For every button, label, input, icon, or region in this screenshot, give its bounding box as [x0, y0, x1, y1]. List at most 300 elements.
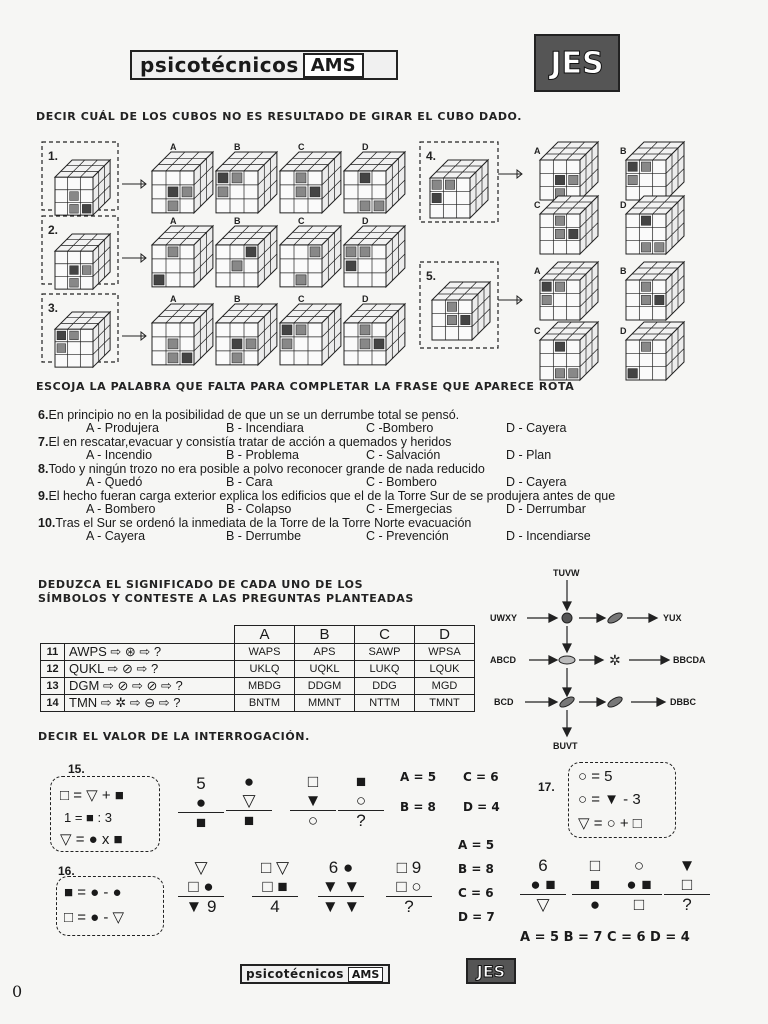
cell: DDGM [295, 678, 355, 695]
fraction-bot: ▽ [536, 895, 550, 914]
shaded-cell [310, 247, 320, 257]
arrow-head [549, 614, 557, 622]
fraction-mid: ● ■ [616, 875, 662, 895]
diagram-right3: DBBC [670, 697, 696, 707]
cell: BNTM [235, 695, 295, 712]
given-cube [55, 234, 110, 289]
fraction-mid: ○ [338, 791, 384, 811]
row-expr: AWPS ⇨ ⊛ ⇨ ? [65, 644, 235, 661]
shaded-cell [445, 180, 454, 189]
arrow-head [649, 614, 657, 622]
symbols-table [40, 625, 475, 712]
cube-option [152, 152, 213, 213]
cube-option-letter: B [234, 142, 241, 152]
fraction [318, 858, 364, 916]
page-mark: 0 [12, 982, 23, 1001]
row-expr: DGM ⇨ ⊘ ⇨ ⊘ ⇨ ? [65, 678, 235, 695]
cell: WAPS [235, 644, 295, 661]
cube-option [152, 226, 213, 287]
cube-option [626, 196, 684, 254]
star-symbol-icon: ✲ [609, 652, 621, 668]
shaded-cell [555, 282, 564, 291]
p15-value-c: C = 6 [463, 770, 499, 784]
cube-option [540, 262, 598, 320]
option-d[interactable]: D - Incendiarse [506, 529, 591, 543]
shaded-cell [282, 325, 292, 335]
cube-option-letter: C [298, 294, 305, 304]
question-number: 8. [38, 462, 49, 476]
cube-option-letter: C [298, 142, 305, 152]
fraction [616, 856, 662, 914]
gear-symbol-icon [562, 613, 572, 623]
cube-option-letter: B [620, 266, 627, 276]
shaded-cell [70, 266, 79, 275]
shaded-cell [296, 325, 306, 335]
symbols-header-row [41, 626, 475, 644]
question-number: 6. [38, 408, 49, 422]
given-cube [55, 312, 110, 367]
fraction-top: 5 [196, 774, 206, 793]
col-a: A [235, 626, 295, 644]
shaded-cell [447, 302, 456, 311]
arrow-head [563, 728, 571, 736]
problem-16-number: 16. [58, 864, 75, 878]
problem-17-number: 17. [538, 780, 555, 794]
shaded-cell [447, 315, 456, 324]
given-cube [432, 282, 490, 340]
oval-symbol-icon [559, 656, 575, 664]
header-logo-text: psicotécnicos [140, 53, 299, 77]
arrow-head [657, 698, 665, 706]
arrow-head [661, 656, 669, 664]
section2-heading: ESCOJA LA PALABRA QUE FALTA PARA COMPLETAR LA FRASE QUE APARECE ROTA [36, 380, 575, 393]
option-c[interactable]: C - Emergecias [366, 502, 453, 516]
arrow-head [549, 656, 557, 664]
fraction-bot: ■ [195, 813, 207, 832]
cube-option-letter: A [170, 142, 177, 152]
shaded-cell [555, 216, 564, 225]
cube-option [280, 152, 341, 213]
col-c: C [355, 626, 415, 644]
shaded-cell [569, 229, 578, 238]
diagram-left2: ABCD [490, 655, 516, 665]
shaded-cell [360, 325, 370, 335]
cell: MBDG [235, 678, 295, 695]
shaded-cell [569, 175, 578, 184]
shaded-cell [555, 229, 564, 238]
option-c[interactable]: C - Bombero [366, 475, 437, 489]
question-text: El en rescatar,evacuar y consistía tratar de acción a quemados y heridos [48, 435, 452, 449]
given-cube [430, 160, 488, 218]
fraction-mid: ■ [572, 875, 618, 895]
cube-option-letter: A [534, 266, 541, 276]
row-expr: TMN ⇨ ✲ ⇨ ⊖ ⇨ ? [65, 695, 235, 712]
question-options [86, 502, 646, 516]
fraction [178, 858, 224, 916]
shaded-cell [542, 295, 551, 304]
footer-logo [240, 964, 390, 984]
arrow-head [563, 644, 571, 652]
cube-option [280, 226, 341, 287]
cube-option-letter: A [534, 146, 541, 156]
arrow-head [563, 602, 571, 610]
p15-value-a: A = 5 [400, 770, 437, 784]
shaded-cell [461, 315, 470, 324]
leaf-symbol-icon [606, 611, 623, 625]
shaded-cell [218, 173, 228, 183]
given-cube [55, 160, 110, 215]
option-b[interactable]: B - Cara [226, 475, 273, 489]
header-jes-badge [534, 34, 620, 92]
p15-eq2: 1 = ■ : 3 [64, 810, 112, 825]
option-c[interactable]: C - Salvación [366, 448, 441, 462]
shaded-cell [374, 339, 384, 349]
cube-item-number: 5. [426, 269, 437, 283]
cube-item-number: 1. [48, 149, 59, 163]
question-number: 10. [38, 516, 56, 530]
fraction-mid: □ ○ [386, 877, 432, 897]
p16-value-d: D = 7 [458, 910, 495, 924]
question-number: 9. [38, 489, 49, 503]
row-num: 14 [41, 695, 65, 712]
col-b: B [295, 626, 355, 644]
option-d[interactable]: D - Cayera [506, 421, 567, 435]
arrow-head [597, 614, 605, 622]
leaf-symbol-icon [606, 695, 623, 709]
shaded-cell [70, 204, 79, 213]
shaded-cell [432, 180, 441, 189]
fraction [572, 856, 618, 914]
shaded-cell [282, 339, 292, 349]
question-options [86, 448, 646, 462]
fraction-bot: ? [356, 811, 366, 830]
p17-eq3: ▽ = ○ + □ [578, 815, 642, 832]
cube-option [540, 142, 598, 200]
shaded-cell [569, 369, 578, 378]
shaded-cell [655, 295, 664, 304]
shaded-cell [168, 339, 178, 349]
question-text: Todo y ningún trozo no era posible a polvo reconocer grande de nada reducido [48, 462, 485, 476]
fraction-top: 6 ● [328, 858, 354, 877]
p16-eq1: ■ = ● - ● [64, 884, 122, 901]
cell: DDG [355, 678, 415, 695]
section4-heading: DECIR EL VALOR DE LA INTERROGACIÓN. [38, 730, 310, 743]
option-b[interactable]: B - Derrumbe [226, 529, 302, 543]
fraction-top: ▽ [194, 858, 208, 877]
cube-option-letter: D [620, 326, 627, 336]
cube-option-letter: B [620, 146, 627, 156]
question-text: Tras el Sur se ordenó la inmediata de la Torre de la Torre Norte evacuación [55, 516, 472, 530]
cube-option [152, 304, 213, 365]
fraction-top: ○ [633, 856, 645, 875]
cube-option [216, 304, 277, 365]
fraction-top: □ ▽ [260, 858, 290, 877]
fraction-top: ● [243, 772, 255, 791]
cell: LUKQ [355, 661, 415, 678]
shaded-cell [555, 369, 564, 378]
fraction-mid: □ ■ [252, 877, 298, 897]
cell: NTTM [355, 695, 415, 712]
cube-option [540, 322, 598, 380]
shaded-cell [555, 342, 564, 351]
cell: LQUK [415, 661, 475, 678]
cube-item-number: 2. [48, 223, 59, 237]
option-d[interactable]: D - Cayera [506, 475, 567, 489]
shaded-cell [641, 162, 650, 171]
diagram-bottom: BUVT [553, 741, 578, 751]
symbol-diagram [485, 568, 745, 758]
fraction-bot: ▼ ▼ [321, 897, 361, 916]
option-a[interactable]: A - Bombero [86, 502, 156, 516]
cube-option [626, 142, 684, 200]
fraction-bot: ■ [243, 811, 255, 830]
fraction-bot: ▼ 9 [185, 897, 217, 916]
cell: WPSA [415, 644, 475, 661]
question-line [38, 435, 451, 449]
diagram-top: TUVW [553, 568, 580, 578]
p15-eq1: □ = ▽ + ■ [60, 787, 124, 804]
diagram-right1: YUX [663, 613, 682, 623]
fraction [386, 858, 432, 916]
row-num: 12 [41, 661, 65, 678]
header-jes-text: JES [550, 45, 604, 81]
row-num: 11 [41, 644, 65, 661]
option-b[interactable]: B - Colapso [226, 502, 292, 516]
shaded-cell [641, 216, 650, 225]
shaded-cell [82, 266, 91, 275]
p15-eq3: ▽ = ● x ■ [60, 831, 123, 848]
cube-item-number: 3. [48, 301, 59, 315]
shaded-cell [232, 173, 242, 183]
shaded-cell [360, 247, 370, 257]
fraction-mid: ● ■ [520, 875, 566, 895]
cell: SAWP [355, 644, 415, 661]
fraction-mid: ▼ [290, 791, 336, 811]
cube-option-letter: C [534, 200, 541, 210]
fraction-bot: □ [633, 895, 645, 914]
diagram-left1: UWXY [490, 613, 517, 623]
arrow-head [597, 698, 605, 706]
fraction-bot: ○ [307, 811, 319, 830]
table-row [41, 678, 475, 695]
cube-option-letter: A [170, 216, 177, 226]
option-d[interactable]: D - Plan [506, 448, 552, 462]
cube-option-letter: D [620, 200, 627, 210]
shaded-cell [168, 247, 178, 257]
shaded-cell [296, 187, 306, 197]
shaded-cell [641, 282, 650, 291]
p16-eq2: □ = ● - ▽ [64, 909, 125, 926]
cube-option [344, 304, 405, 365]
option-a[interactable]: A - Quedó [86, 475, 143, 489]
col-d: D [415, 626, 475, 644]
cell: UKLQ [235, 661, 295, 678]
fraction-bot: ● [589, 895, 601, 914]
question-line [38, 462, 485, 476]
shaded-cell [360, 339, 370, 349]
shaded-cell [168, 353, 178, 363]
shaded-cell [57, 331, 66, 340]
fraction-mid: ▼ ▼ [318, 877, 364, 897]
shaded-cell [218, 187, 228, 197]
shaded-cell [628, 369, 637, 378]
cell: APS [295, 644, 355, 661]
shaded-cell [432, 193, 441, 202]
shaded-cell [168, 201, 178, 211]
shaded-cell [57, 344, 66, 353]
fraction-mid: □ ● [178, 877, 224, 897]
shaded-cell [246, 339, 256, 349]
question-text: En principio no en la posibilidad de que un se un derrumbe total se pensó. [48, 408, 460, 422]
cell: MGD [415, 678, 475, 695]
shaded-cell [182, 353, 192, 363]
cube-option [344, 226, 405, 287]
header-logo [130, 50, 398, 80]
cell: TMNT [415, 695, 475, 712]
cube-option [626, 322, 684, 380]
option-a[interactable]: A - Cayera [86, 529, 146, 543]
option-b[interactable]: B - Problema [226, 448, 299, 462]
section1-heading: DECIR CUÁL DE LOS CUBOS NO ES RESULTADO DE GIRAR EL CUBO DADO. [36, 110, 523, 123]
fraction-mid: □ [664, 875, 710, 895]
footer-jes-text: JES [476, 961, 506, 981]
shaded-cell [182, 187, 192, 197]
fraction-top: □ [307, 772, 319, 791]
fraction-top: ▼ [678, 856, 696, 875]
cube-option-letter: B [234, 216, 241, 226]
p15-value-d: D = 4 [463, 800, 500, 814]
shaded-cell [628, 175, 637, 184]
shaded-cell [232, 353, 242, 363]
cube-option [626, 262, 684, 320]
cube-item-number: 4. [426, 149, 437, 163]
fraction-top: □ [589, 856, 601, 875]
shaded-cell [641, 295, 650, 304]
question-number: 7. [38, 435, 49, 449]
option-a[interactable]: A - Incendio [86, 448, 153, 462]
cube-option [280, 304, 341, 365]
section3-heading-2: SÍMBOLOS Y CONTESTE A LAS PREGUNTAS PLANTEADAS [38, 592, 414, 605]
fraction-bot: ? [682, 895, 692, 914]
cube-option-letter: B [234, 294, 241, 304]
question-line [38, 516, 471, 530]
question-text: El hecho fueran carga exterior explica los edificios que el de la Torre Sur de se produjera antes de que [48, 489, 616, 503]
shaded-cell [154, 275, 164, 285]
fraction [290, 772, 336, 830]
shaded-cell [374, 201, 384, 211]
p16-value-b: B = 8 [458, 862, 494, 876]
fraction [178, 774, 224, 832]
row-expr: QUKL ⇨ ⊘ ⇨ ? [65, 661, 235, 678]
fraction-top: □ 9 [396, 858, 422, 877]
row-num: 13 [41, 678, 65, 695]
cube-option-letter: D [362, 294, 369, 304]
arrow-head [549, 698, 557, 706]
cube-option [216, 152, 277, 213]
shaded-cell [232, 339, 242, 349]
p15-value-b: B = 8 [400, 800, 436, 814]
cube-option [216, 226, 277, 287]
cube-option-letter: D [362, 216, 369, 226]
fraction-top: ■ [355, 772, 367, 791]
p17-eq2: ○ = ▼ - 3 [578, 791, 641, 808]
p17-values: A = 5 B = 7 C = 6 D = 4 [520, 930, 690, 945]
shaded-cell [655, 243, 664, 252]
diagram-right2: BBCDA [673, 655, 706, 665]
shaded-cell [168, 187, 178, 197]
cube-option-letter: C [298, 216, 305, 226]
fraction [252, 858, 298, 916]
footer-logo-ams: AMS [348, 967, 383, 982]
option-c[interactable]: C -Bombero [366, 421, 434, 435]
fraction [664, 856, 710, 914]
cell: UQKL [295, 661, 355, 678]
shaded-cell [82, 204, 91, 213]
fraction-mid: ● [178, 793, 224, 813]
question-options [86, 475, 646, 489]
shaded-cell [542, 282, 551, 291]
option-d[interactable]: D - Derrumbar [506, 502, 586, 516]
footer-jes-badge [466, 958, 516, 984]
arrow-head [595, 656, 603, 664]
shaded-cell [70, 278, 79, 287]
question-options [86, 421, 646, 435]
option-b[interactable]: B - Incendiara [226, 421, 304, 435]
shaded-cell [360, 201, 370, 211]
table-row [41, 644, 475, 661]
p16-value-c: C = 6 [458, 886, 494, 900]
p17-eq1: ○ = 5 [578, 768, 613, 785]
question-options [86, 529, 646, 543]
shaded-cell [246, 247, 256, 257]
question-line [38, 489, 615, 503]
arrow-head [563, 688, 571, 696]
cube-option-letter: A [170, 294, 177, 304]
shaded-cell [641, 243, 650, 252]
header-logo-ams: AMS [303, 53, 364, 78]
fraction-bot: ? [404, 897, 414, 916]
cube-option [540, 196, 598, 254]
shaded-cell [360, 173, 370, 183]
shaded-cell [628, 162, 637, 171]
shaded-cell [641, 342, 650, 351]
option-a[interactable]: A - Produjera [86, 421, 159, 435]
shaded-cell [296, 275, 306, 285]
shaded-cell [70, 192, 79, 201]
cube-option [344, 152, 405, 213]
table-row [41, 661, 475, 678]
footer-logo-text: psicotécnicos [246, 967, 344, 981]
fraction-mid: ▽ [226, 791, 272, 811]
fraction [226, 772, 272, 830]
shaded-cell [70, 331, 79, 340]
diagram-left3: BCD [494, 697, 514, 707]
problem-15-number: 15. [68, 762, 85, 776]
cube-option-letter: C [534, 326, 541, 336]
cell: MMNT [295, 695, 355, 712]
fraction [338, 772, 384, 830]
section3-heading-1: DEDUZCA EL SIGNIFICADO DE CADA UNO DE LOS [38, 578, 364, 591]
option-c[interactable]: C - Prevención [366, 529, 449, 543]
shaded-cell [346, 247, 356, 257]
shaded-cell [310, 187, 320, 197]
shaded-cell [555, 175, 564, 184]
cube-option-letter: D [362, 142, 369, 152]
fraction [520, 856, 566, 914]
table-row [41, 695, 475, 712]
shaded-cell [232, 261, 242, 271]
question-line [38, 408, 459, 422]
